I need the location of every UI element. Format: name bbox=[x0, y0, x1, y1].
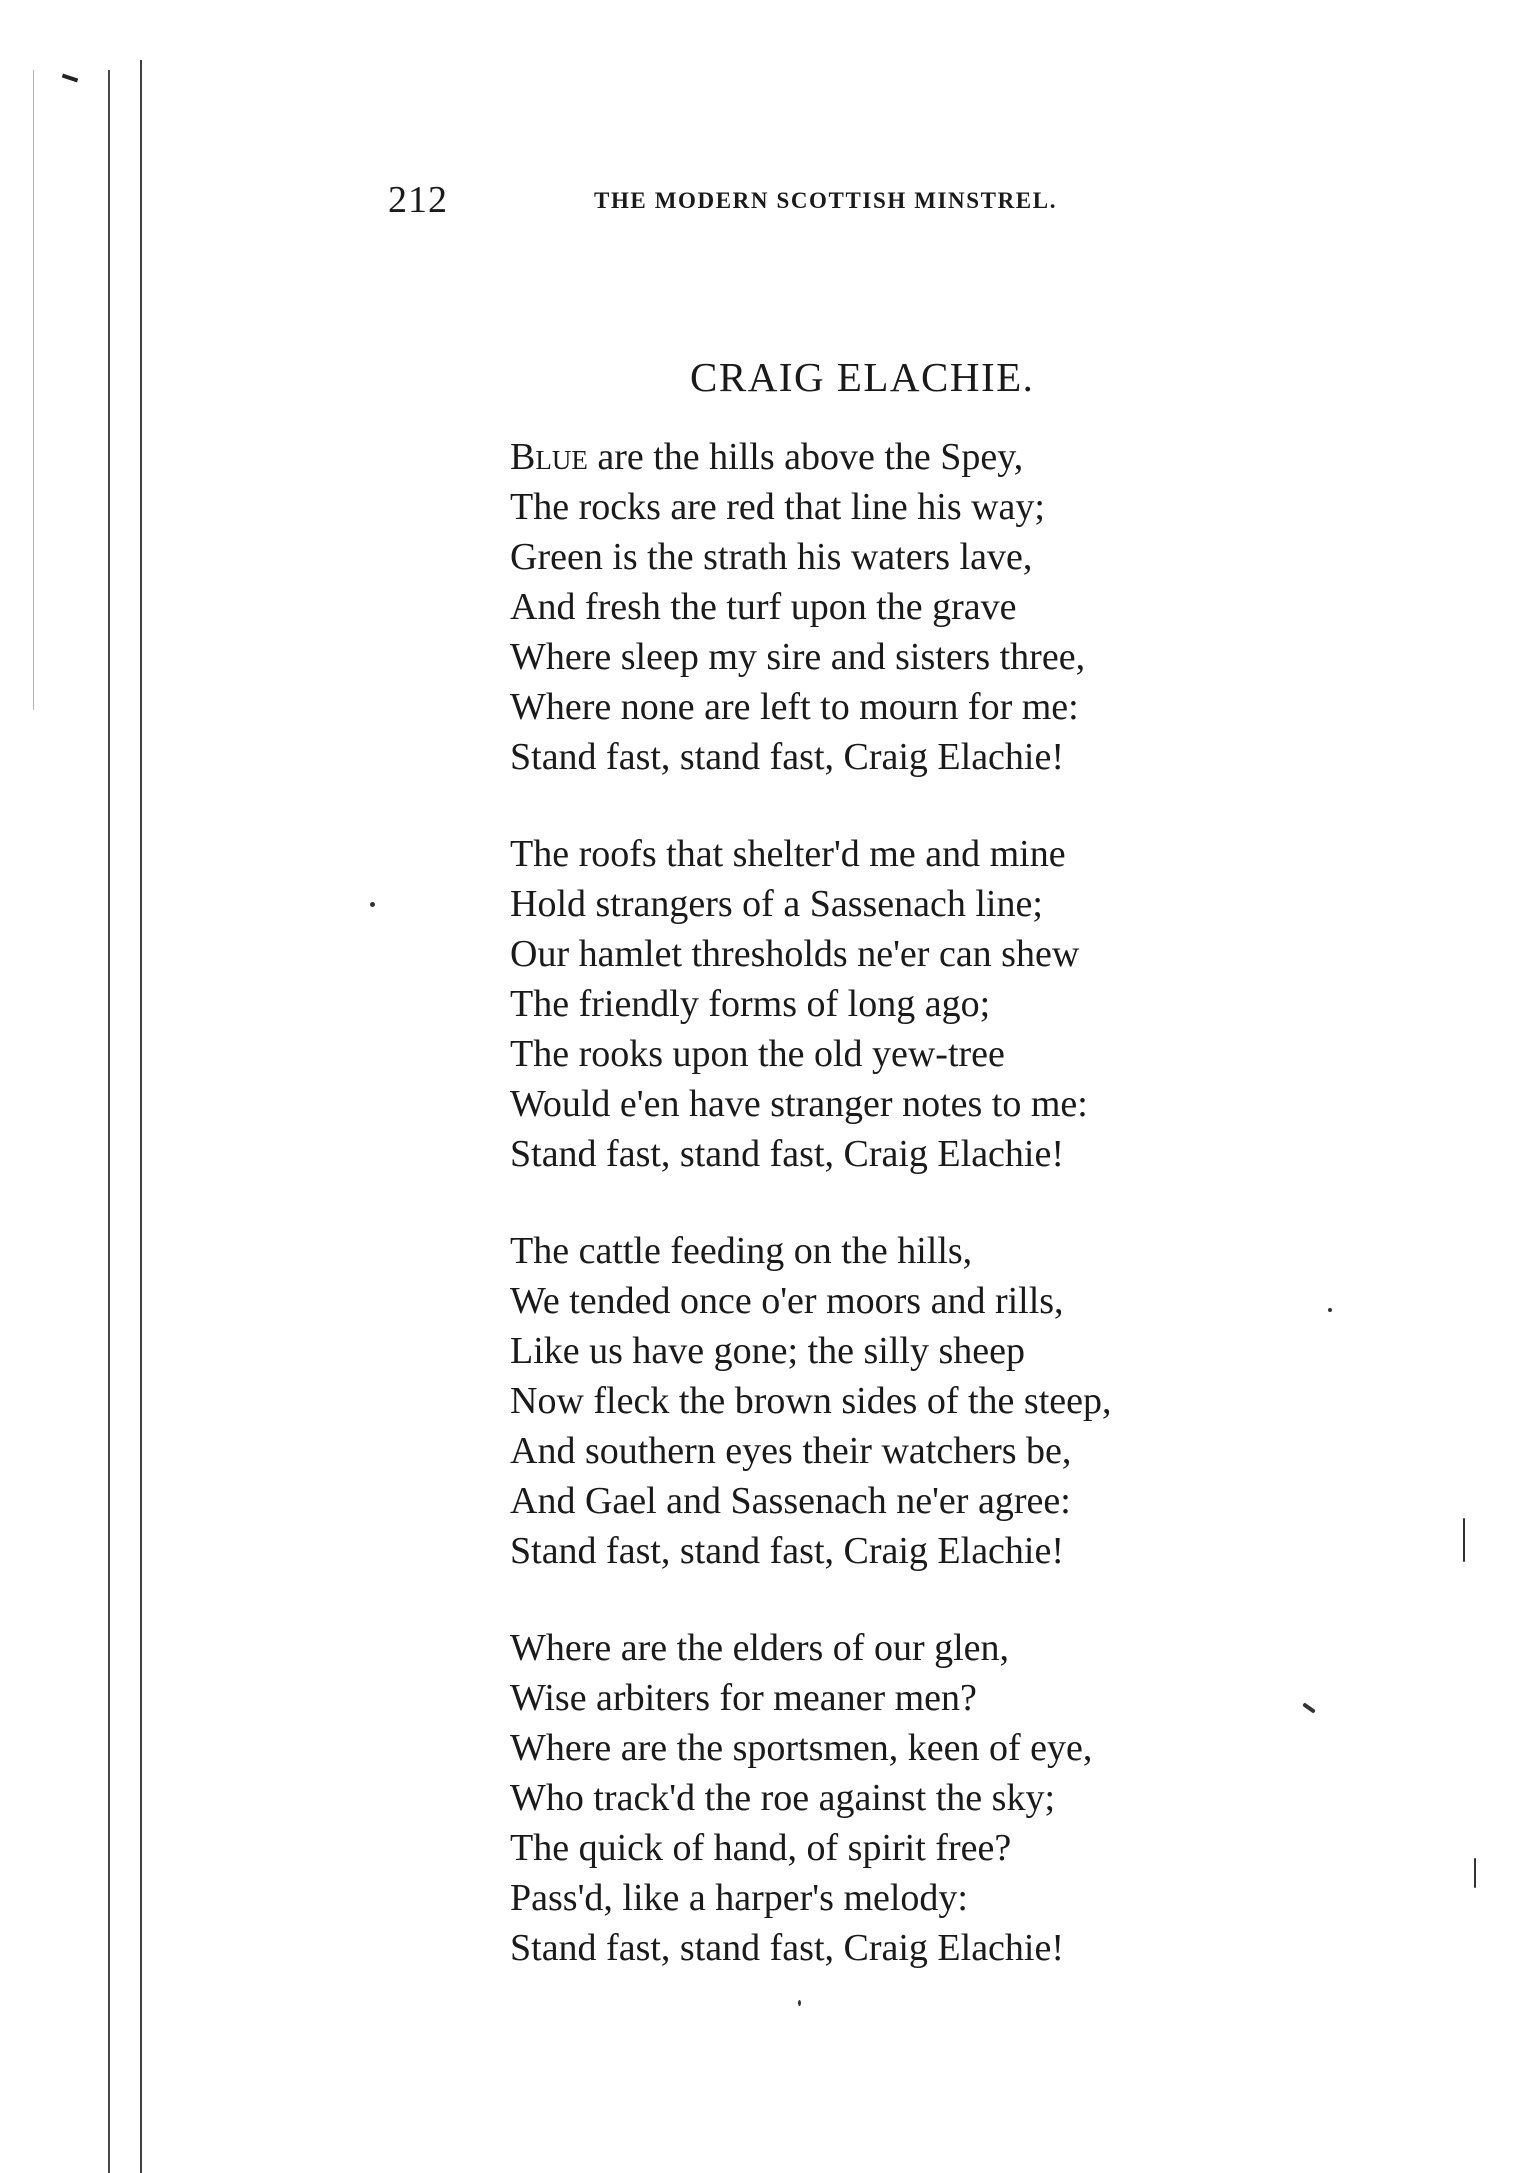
poem-line: And southern eyes their watchers be, bbox=[510, 1430, 1072, 1472]
stanza-3 bbox=[510, 1226, 1270, 1576]
stanza-1 bbox=[510, 432, 1270, 782]
poem-line: Blue are the hills above the Spey, bbox=[510, 436, 1024, 478]
refrain-line: Stand fast, stand fast, Craig Elachie! bbox=[510, 736, 1065, 778]
poem-line: Now fleck the brown sides of the steep, bbox=[510, 1380, 1112, 1422]
running-title: THE MODERN SCOTTISH MINSTREL. bbox=[594, 188, 1058, 213]
poem-line: Where are the elders of our glen, bbox=[510, 1627, 1010, 1669]
poem-line: The friendly forms of long ago; bbox=[510, 983, 991, 1025]
poem-line: Who track'd the roe against the sky; bbox=[510, 1777, 1056, 1819]
running-head bbox=[388, 178, 1198, 228]
poem-line: Hold strangers of a Sassenach line; bbox=[510, 883, 1043, 925]
poem-line: And Gael and Sassenach ne'er agree: bbox=[510, 1480, 1071, 1522]
poem-line: Where are the sportsmen, keen of eye, bbox=[510, 1727, 1093, 1769]
poem-line: Would e'en have stranger notes to me: bbox=[510, 1083, 1088, 1125]
binding-edge-line bbox=[108, 70, 110, 2173]
poem-body bbox=[510, 432, 1270, 2020]
poem-line: Green is the strath his waters lave, bbox=[510, 536, 1033, 578]
binding-mark bbox=[62, 74, 78, 83]
poem-line: And fresh the turf upon the grave bbox=[510, 586, 1017, 628]
poem-line: The rooks upon the old yew-tree bbox=[510, 1033, 1005, 1075]
binding-edge-line bbox=[140, 60, 142, 2173]
ink-speck bbox=[1474, 1858, 1476, 1888]
poem-line: Where sleep my sire and sisters three, bbox=[510, 636, 1086, 678]
poem-line: Like us have gone; the silly sheep bbox=[510, 1330, 1025, 1372]
poem-line: The roofs that shelter'd me and mine bbox=[510, 833, 1066, 875]
binding-edge-line bbox=[33, 70, 34, 710]
refrain-line: Stand fast, stand fast, Craig Elachie! bbox=[510, 1927, 1065, 1969]
ink-speck bbox=[1328, 1308, 1332, 1312]
poem-line: The quick of hand, of spirit free? bbox=[510, 1827, 1012, 1869]
poem-line: Pass'd, like a harper's melody: bbox=[510, 1877, 968, 1919]
stanza-4 bbox=[510, 1623, 1270, 1973]
ink-speck bbox=[1302, 1702, 1316, 1713]
refrain-line: Stand fast, stand fast, Craig Elachie! bbox=[510, 1133, 1065, 1175]
ink-speck bbox=[1463, 1518, 1465, 1562]
refrain-line: Stand fast, stand fast, Craig Elachie! bbox=[510, 1530, 1065, 1572]
ink-speck bbox=[370, 902, 375, 907]
poem-line: The cattle feeding on the hills, bbox=[510, 1230, 973, 1272]
poem-line: Wise arbiters for meaner men? bbox=[510, 1677, 977, 1719]
poem-line: The rocks are red that line his way; bbox=[510, 486, 1045, 528]
stanza-2 bbox=[510, 829, 1270, 1179]
poem-title: CRAIG ELACHIE. bbox=[690, 354, 1035, 400]
poem-line: We tended once o'er moors and rills, bbox=[510, 1280, 1064, 1322]
page-number: 212 bbox=[388, 179, 448, 221]
poem-line: Our hamlet thresholds ne'er can shew bbox=[510, 933, 1080, 975]
first-word: Blue bbox=[510, 436, 588, 478]
poem-line: Where none are left to mourn for me: bbox=[510, 686, 1079, 728]
